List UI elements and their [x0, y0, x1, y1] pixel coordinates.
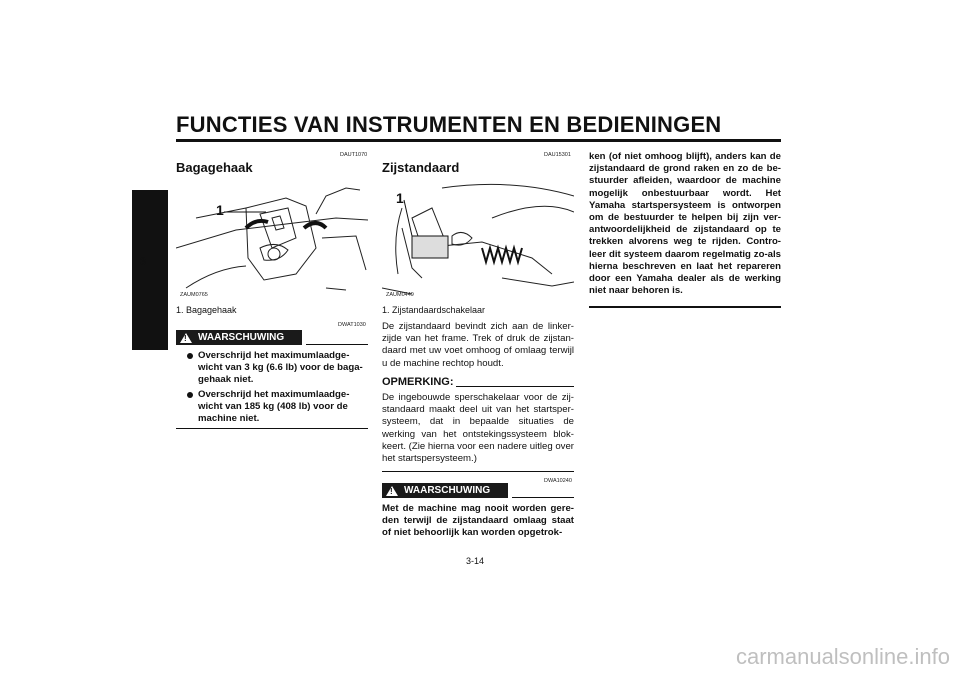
- note-label: OPMERKING:: [382, 376, 454, 388]
- figure-code: ZAUM0765: [180, 292, 208, 298]
- warning-item: [176, 350, 368, 387]
- figure-caption: 1. Zijstandaardschakelaar: [382, 305, 486, 315]
- warning-rule-top: [306, 344, 368, 345]
- figure-code: ZAUM0449: [386, 292, 414, 298]
- warning-rule-top: [512, 497, 574, 498]
- warning-item-text: Overschrijd het maximumlaadge-wicht van 185 kg (408 lb) voor de machine niet.: [198, 389, 350, 425]
- figure-callout-1: 1: [396, 190, 404, 206]
- bagagehaak-illustration: [176, 178, 368, 300]
- figure-caption: 1. Bagagehaak: [176, 305, 237, 315]
- warning-code: DWA10240: [544, 478, 572, 484]
- section-title-zijstandaard: Zijstandaard: [382, 160, 460, 175]
- figure-bagagehaak: [176, 178, 368, 300]
- warning-text: Met de machine mag nooit worden gere-den terwijl de zijstandaard omlaag staat of niet behoorlijk kan worden opgetrok-: [382, 503, 574, 539]
- warning-item: [176, 389, 368, 426]
- section-code: DAU15301: [544, 152, 571, 158]
- warning-label: WAARSCHUWING: [404, 485, 491, 496]
- warning-rule-bottom: [176, 428, 368, 429]
- warning-triangle-icon: !: [180, 333, 192, 343]
- warning-label-box: [176, 330, 302, 345]
- watermark: carmanualsonline.info: [735, 644, 950, 669]
- page-number: 3-14: [466, 556, 485, 566]
- header-rule: [176, 139, 781, 142]
- warning-label-box: [382, 483, 508, 498]
- warning-item-text: Overschrijd het maximumlaadge-wicht van 3 kg (6.6 lb) voor de baga-gehaak niet.: [198, 350, 363, 386]
- warning-rule-bottom: [589, 306, 781, 308]
- note-text: De ingebouwde sperschakelaar voor de zij-standaard maakt deel uit van het startsper-systeem, dat in bepaalde situaties de werking van het ontstekingssysteem blok-keert. (Zie hierna voor een nadere uitleg over het startspersysteem.): [382, 392, 574, 465]
- note-rule-top: [456, 386, 574, 387]
- warning-text-continued: ken (of niet omhoog blijft), anders kan de zijstandaard de grond raken en zo de be-stuurder afleiden, waardoor de machine mogelijk onbestuurbaar wordt. Het Yamaha startspersysteem is ontworpen om de bestuurder te helpen bij zijn ver-antwoordelijkheid de zijstandaard op te trekken alvorens weg te rijden. Contro-leer dit systeem daarom regelmatig zo-als hierna beschreven en laat het repareren door een Yamaha dealer als de werking niet naar behoren is.: [589, 151, 781, 297]
- note-rule-bottom: [382, 471, 574, 472]
- figure-zijstandaard: [382, 178, 574, 300]
- zijstandaard-illustration: [382, 178, 574, 300]
- zijstandaard-description: De zijstandaard bevindt zich aan de linker-zijde van het frame. Trek of druk de zijstan-daard met uw voet omhoog of omlaag terwijl u de machine rechtop houdt.: [382, 321, 574, 369]
- chapter-tab-number: 3: [140, 256, 147, 268]
- warning-label: WAARSCHUWING: [198, 332, 285, 343]
- section-title-bagagehaak: Bagagehaak: [176, 160, 253, 175]
- warning-triangle-icon: !: [386, 486, 398, 496]
- warning-code: DWAT1030: [338, 322, 366, 328]
- section-code: DAUT1070: [340, 152, 368, 158]
- page-header-title: FUNCTIES VAN INSTRUMENTEN EN BEDIENINGEN: [176, 112, 722, 137]
- figure-callout-1: 1: [216, 202, 224, 218]
- chapter-tab: [132, 190, 168, 350]
